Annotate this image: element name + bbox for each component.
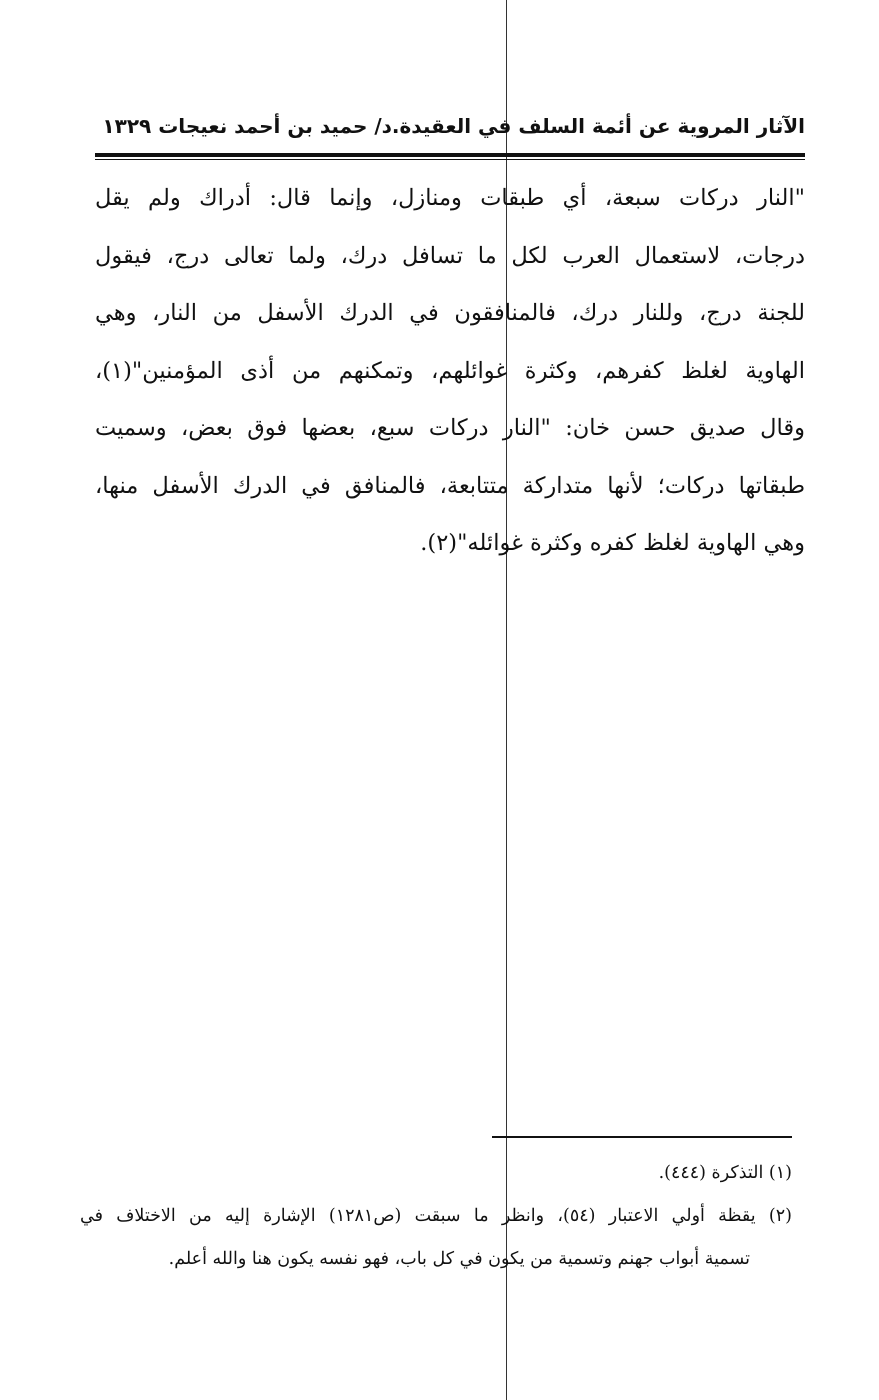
text-line: وهي الهاوية لغلظ كفره وكثرة غوائله"(٢). bbox=[420, 530, 805, 556]
footnote-2-continued: تسمية أبواب جهنم وتسمية من يكون في كل باب، فهو نفسه يكون هنا والله أعلم. bbox=[168, 1249, 750, 1269]
text-line: درجات، لاستعمال العرب لكل ما تسافل درك، ولما تعالى درج، فيقول bbox=[95, 242, 805, 269]
text-line: "النار دركات سبعة، أي طبقات ومنازل، وإنما قال: أدراك ولم يقل bbox=[95, 185, 805, 211]
text-line: طبقاتها دركات؛ لأنها متداركة متتابعة، فالمنافق في الدرك الأسفل منها، bbox=[95, 472, 805, 499]
header-rule-thick bbox=[95, 153, 805, 157]
running-header: الآثار المروية عن أئمة السلف في العقيدة.د/ حميد بن أحمد نعيجات ١٣٢٩ bbox=[102, 114, 805, 138]
text-line: الهاوية لغلظ كفرهم، وكثرة غوائلهم، وتمكنهم من أذى المؤمنين"(١)، bbox=[95, 357, 805, 384]
main-text bbox=[95, 170, 805, 573]
footnote-2: (٢) يقظة أولي الاعتبار (٥٤)، وانظر ما سبقت (ص١٢٨١) الإشارة إليه من الاختلاف في bbox=[80, 1206, 792, 1226]
text-line: للجنة درج، وللنار درك، فالمنافقون في الدرك الأسفل من النار، وهي bbox=[95, 300, 805, 326]
footnotes bbox=[80, 1152, 792, 1281]
footnote-1: (١) التذكرة (٤٤٤). bbox=[658, 1163, 792, 1183]
header-rule-thin bbox=[95, 159, 805, 160]
footnote-separator bbox=[492, 1136, 792, 1138]
text-line: وقال صديق حسن خان: "النار دركات سبع، بعضها فوق بعض، وسميت bbox=[95, 415, 805, 441]
